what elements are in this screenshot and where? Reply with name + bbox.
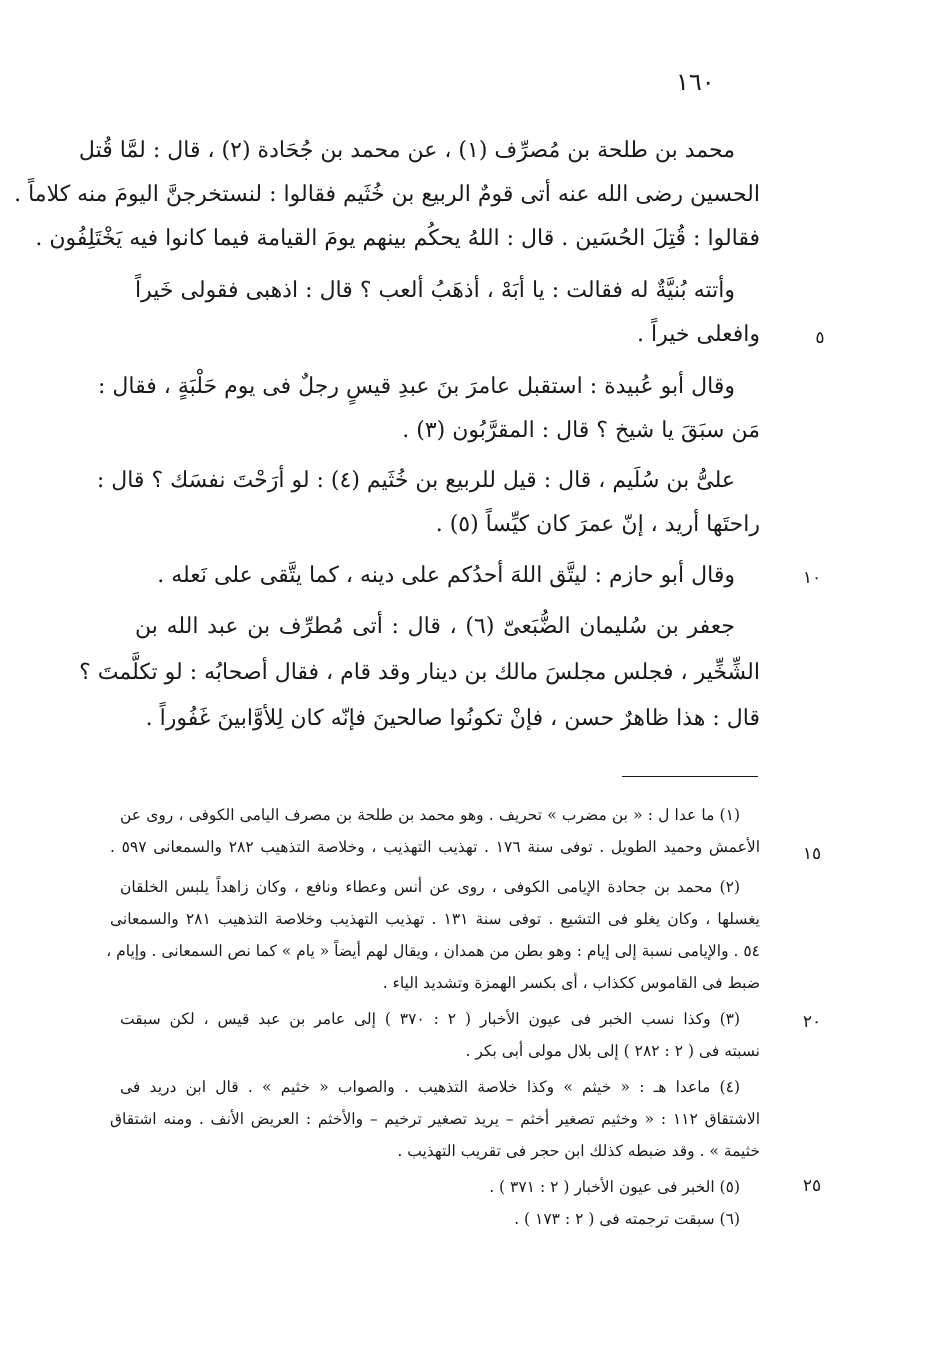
footnote-line: (١) ما عدا ل : « بن مضرب » تحريف . وهو محمد بن طلحة بن مصرف اليامى الكوفى ، روى عن [120,806,740,824]
line-number: ٥ [815,328,825,348]
main-line: وأتته بُنيَّةٌ له فقالت : يا أبَهْ ، أذهَبُ ألعب ؟ قال : اذهبى فقولى خَيراً [135,278,735,303]
line-number: ٢٠ [802,1012,822,1032]
footnote-line: ٥٤ . والإيامى نسبة إلى إيام : وهو بطن من همدان ، ويقال لهم أيضاً « يام » كما نص السمعانى . وإيام ، [106,942,760,960]
page-number: ١٦٠ [676,68,715,96]
footnote-line: نسبته فى ( ٢ : ٢٨٢ ) إلى بلال مولى أبى بكر . [465,1042,760,1060]
footnote-line: (٢) محمد بن جحادة الإيامى الكوفى ، روى عن أنس وعطاء ونافع ، وكان زاهداً يلبس الخلقان [120,878,740,896]
footnote-line: (٤) ماعدا هـ : « خيثم » وكذا خلاصة التذهيب . والصواب « خثيم » . قال ابن دريد فى [120,1078,740,1096]
main-line: وقال أبو حازم : ليتَّق اللهَ أحدُكم على دينه ، كما يتَّقى على نَعله . [157,563,735,588]
line-number: ٢٥ [802,1176,822,1196]
footnote-line: خثيمة » . وقد ضبطه كذلك ابن حجر فى تقريب التهذيب . [397,1142,760,1160]
footnote-line: يغسلها ، وكان يغلو فى التشيع . توفى سنة ١٣١ . تهذيب التهذيب وخلاصة التذهيب ٢٨١ والسمعانى [110,910,760,928]
footnote-separator [622,776,758,777]
main-line: وقال أبو عُبيدة : استقبل عامرَ بنَ عبدِ قيسٍ رجلٌ فى يوم حَلْبَةٍ ، فقال : [98,374,735,399]
footnote-line: الأعمش وحميد الطويل . توفى سنة ١٧٦ . تهذيب التهذيب ، وخلاصة التذهيب ٢٨٢ والسمعانى ٥٩٧ . [110,838,761,856]
footnote-line: (٥) الخبر فى عيون الأخبار ( ٢ : ٣٧١ ) . [489,1178,740,1196]
main-line: فقالوا : قُتِلَ الحُسَين . قال : اللهُ يحكُم بينهم يومَ القيامة فيما كانوا فيه يَخْتَلِفُون . [35,226,760,251]
line-number: ١٠ [802,568,822,588]
footnote-line: (٦) سبقت ترجمته فى ( ٢ : ١٧٣ ) . [514,1210,740,1228]
main-line: محمد بن طلحة بن مُصرِّف (١) ، عن محمد بن جُحَادة (٢) ، قال : لمَّا قُتل [78,138,735,163]
main-line: علىُّ بن سُلَيم ، قال : قيل للربيع بن خُثَيم (٤) : لو أرَحْتَ نفسَك ؟ قال : [96,468,735,493]
footnote-line: ضبط فى القاموس ككذاب ، أى بكسر الهمزة وتشديد الياء . [382,974,760,992]
main-line: مَن سبَقَ يا شيخ ؟ قال : المقرَّبُون (٣) . [402,418,760,443]
main-line: الشِّخِّير ، فجلس مجلسَ مالك بن دينار وقد قام ، فقال أصحابُه : لو تكلَّمتَ ؟ [79,660,760,685]
footnote-line: الاشتقاق ١١٢ : « وخثيم تصغير أخثم – يريد تصغير ترخيم – والأخثم : العريض الأنف . ومنه اشتقاق [110,1110,760,1128]
line-number: ١٥ [802,844,822,864]
footnote-line: (٣) وكذا نسب الخبر فى عيون الأخبار ( ٢ : ٣٧٠ ) إلى عامر بن عبد قيس ، لكن سبقت [120,1010,741,1028]
main-line: الحسين رضى الله عنه أتى قومٌ الربيع بن خُثَيم فقالوا : لنستخرجنَّ اليومَ منه كلاماً . [14,182,760,207]
main-line: جعفر بن سُليمان الضُّبَعىّ (٦) ، قال : أتى مُطرِّف بن عبد الله بن [135,614,735,639]
main-line: راحتَها أريد ، إنّ عمرَ كان كيِّساً (٥) . [435,512,760,537]
main-line: وافعلى خيراً . [637,322,760,347]
main-line: قال : هذا ظاهرٌ حسن ، فإنْ تكونُوا صالحينَ فإنّه كان لِلأوَّابينَ غَفُوراً . [145,706,760,731]
